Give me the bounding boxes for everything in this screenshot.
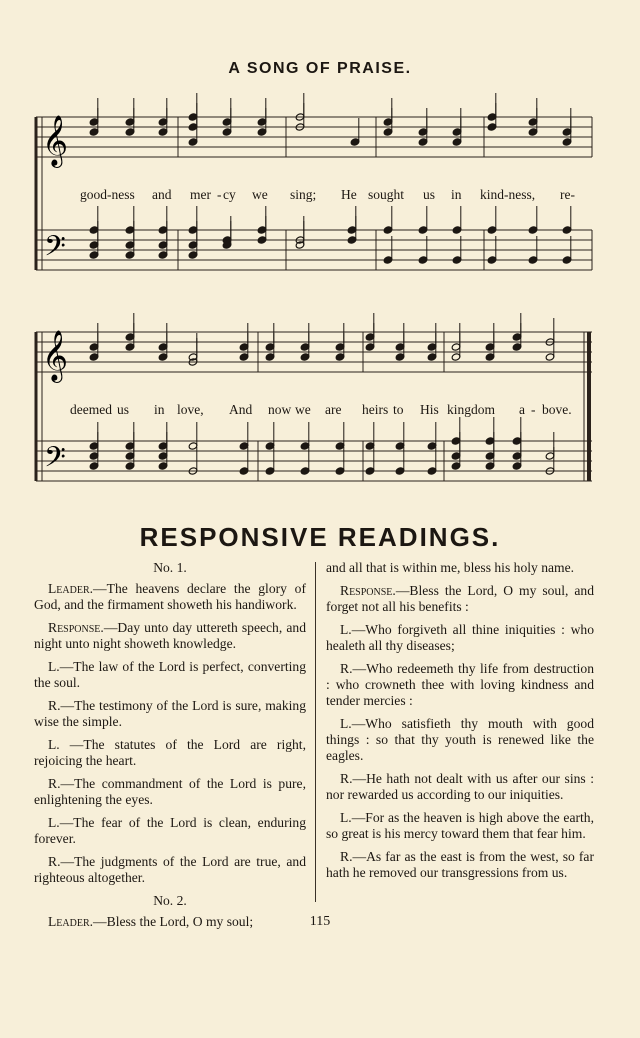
speaker-label: R.: [340, 771, 353, 786]
speaker-label: L.: [340, 716, 352, 731]
lyric-word: -: [217, 187, 222, 202]
column-divider: [315, 562, 316, 902]
speaker-label: L.: [340, 622, 352, 637]
lyric-word: -: [531, 402, 536, 417]
lyric-word: deemed: [70, 402, 112, 417]
reading-number: No. 1.: [153, 560, 187, 575]
reading-verse: [34, 581, 306, 613]
treble-clef: 𝄞: [42, 330, 69, 381]
reading-verse: [326, 661, 594, 709]
speaker-label: Leader.: [48, 914, 94, 929]
verse-text: and all that is within me, bless his holy name.: [326, 560, 575, 575]
speaker-label: L.: [48, 815, 60, 830]
reading-verse: [34, 620, 306, 652]
lyric-word: we: [295, 402, 311, 417]
lyric-word: His: [420, 402, 439, 417]
reading-verse: [326, 583, 594, 615]
treble-clef: 𝄞: [42, 115, 69, 166]
verse-text: —He hath not dealt with us after our sins : nor rewarded us according to our iniquities.: [326, 771, 594, 802]
reading-verse: [326, 716, 594, 764]
verse-text: —The commandment of the Lord is pure, enlightening the eyes.: [34, 776, 306, 807]
lyric-word: a: [519, 402, 525, 417]
reading-verse: [34, 854, 306, 886]
hymn-title: A SONG OF PRAISE.: [228, 60, 412, 77]
lyric-word: And: [229, 402, 253, 417]
lyric-word: and: [152, 187, 172, 202]
lyric-word: bove.: [542, 402, 572, 417]
speaker-label: Response.: [340, 583, 396, 598]
lyric-word: cy: [223, 187, 236, 202]
readings-left-column: [34, 560, 306, 937]
lyric-word: are: [325, 402, 342, 417]
speaker-label: R.: [48, 698, 61, 713]
reading-verse: [34, 737, 306, 769]
reading-verse: [326, 849, 594, 881]
speaker-label: Response.: [48, 620, 104, 635]
reading-verse: [326, 810, 594, 842]
readings-right-column: [326, 560, 594, 888]
verse-text: —Day unto day uttereth speech, and night unto night showeth knowledge.: [34, 620, 306, 651]
reading-verse: [326, 622, 594, 654]
lyric-word: kingdom: [447, 402, 496, 417]
lyric-word: He: [341, 187, 357, 202]
speaker-label: R.: [48, 776, 61, 791]
reading-verse: [34, 698, 306, 730]
verse-text: —Who satisfieth thy mouth with good things : so that thy youth is renewed like the eagles.: [326, 716, 594, 763]
lyric-word: kind-ness,: [480, 187, 536, 202]
verse-text: —For as the heaven is high above the earth, so great is his mercy toward them that fear him.: [326, 810, 594, 841]
verse-text: —The statutes of the Lord are right, rejoicing the heart.: [34, 737, 306, 768]
lyric-word: good-ness: [80, 187, 135, 202]
bass-clef: 𝄢: [44, 230, 66, 270]
speaker-label: R.: [48, 854, 61, 869]
verse-text: —The judgments of the Lord are true, and righteous altogether.: [34, 854, 306, 885]
bass-clef: 𝄢: [44, 441, 66, 481]
speaker-label: R.: [340, 661, 353, 676]
speaker-label: L.: [48, 737, 60, 752]
speaker-label: L.: [340, 810, 352, 825]
reading-verse: [326, 560, 594, 576]
music-score: [0, 0, 640, 500]
verse-text: —Who forgiveth all thine iniquities : who healeth all thy diseases;: [326, 622, 594, 653]
verse-text: —Bless the Lord, O my soul, and forget not all his benefits :: [326, 583, 594, 614]
reading-verse: [326, 771, 594, 803]
lyric-word: to: [393, 402, 404, 417]
speaker-label: R.: [340, 849, 353, 864]
verse-text: —The heavens declare the glory of God, and the firmament showeth his handiwork.: [34, 581, 306, 612]
lyric-word: sing;: [290, 187, 317, 202]
lyric-word: us: [423, 187, 436, 202]
reading-verse: [34, 659, 306, 691]
lyric-word: love,: [177, 402, 204, 417]
section-title: RESPONSIVE READINGS.: [139, 522, 501, 552]
verse-text: —Who redeemeth thy life from destruction : who crowneth thee with loving kindness and tender mercies :: [326, 661, 594, 708]
lyric-word: us: [117, 402, 130, 417]
lyric-word: now: [268, 402, 292, 417]
verse-text: —The law of the Lord is perfect, converting the soul.: [34, 659, 306, 690]
lyric-word: sought: [368, 187, 405, 202]
speaker-label: Leader.: [48, 581, 94, 596]
page-number: 115: [309, 914, 331, 929]
lyric-word: mer: [190, 187, 211, 202]
verse-text: —The testimony of the Lord is sure, making wise the simple.: [34, 698, 306, 729]
reading-verse: [34, 776, 306, 808]
lyric-word: we: [252, 187, 268, 202]
lyric-word: heirs: [362, 402, 389, 417]
verse-text: —The fear of the Lord is clean, enduring forever.: [34, 815, 306, 846]
reading-number: No. 2.: [153, 893, 187, 908]
reading-verse: [34, 815, 306, 847]
lyric-word: re-: [560, 187, 575, 202]
speaker-label: L.: [48, 659, 60, 674]
verse-text: —As far as the east is from the west, so far hath he removed our transgressions from us.: [326, 849, 594, 880]
lyric-word: in: [154, 402, 165, 417]
lyric-word: in: [451, 187, 462, 202]
verse-text: —Bless the Lord, O my soul;: [93, 914, 254, 929]
